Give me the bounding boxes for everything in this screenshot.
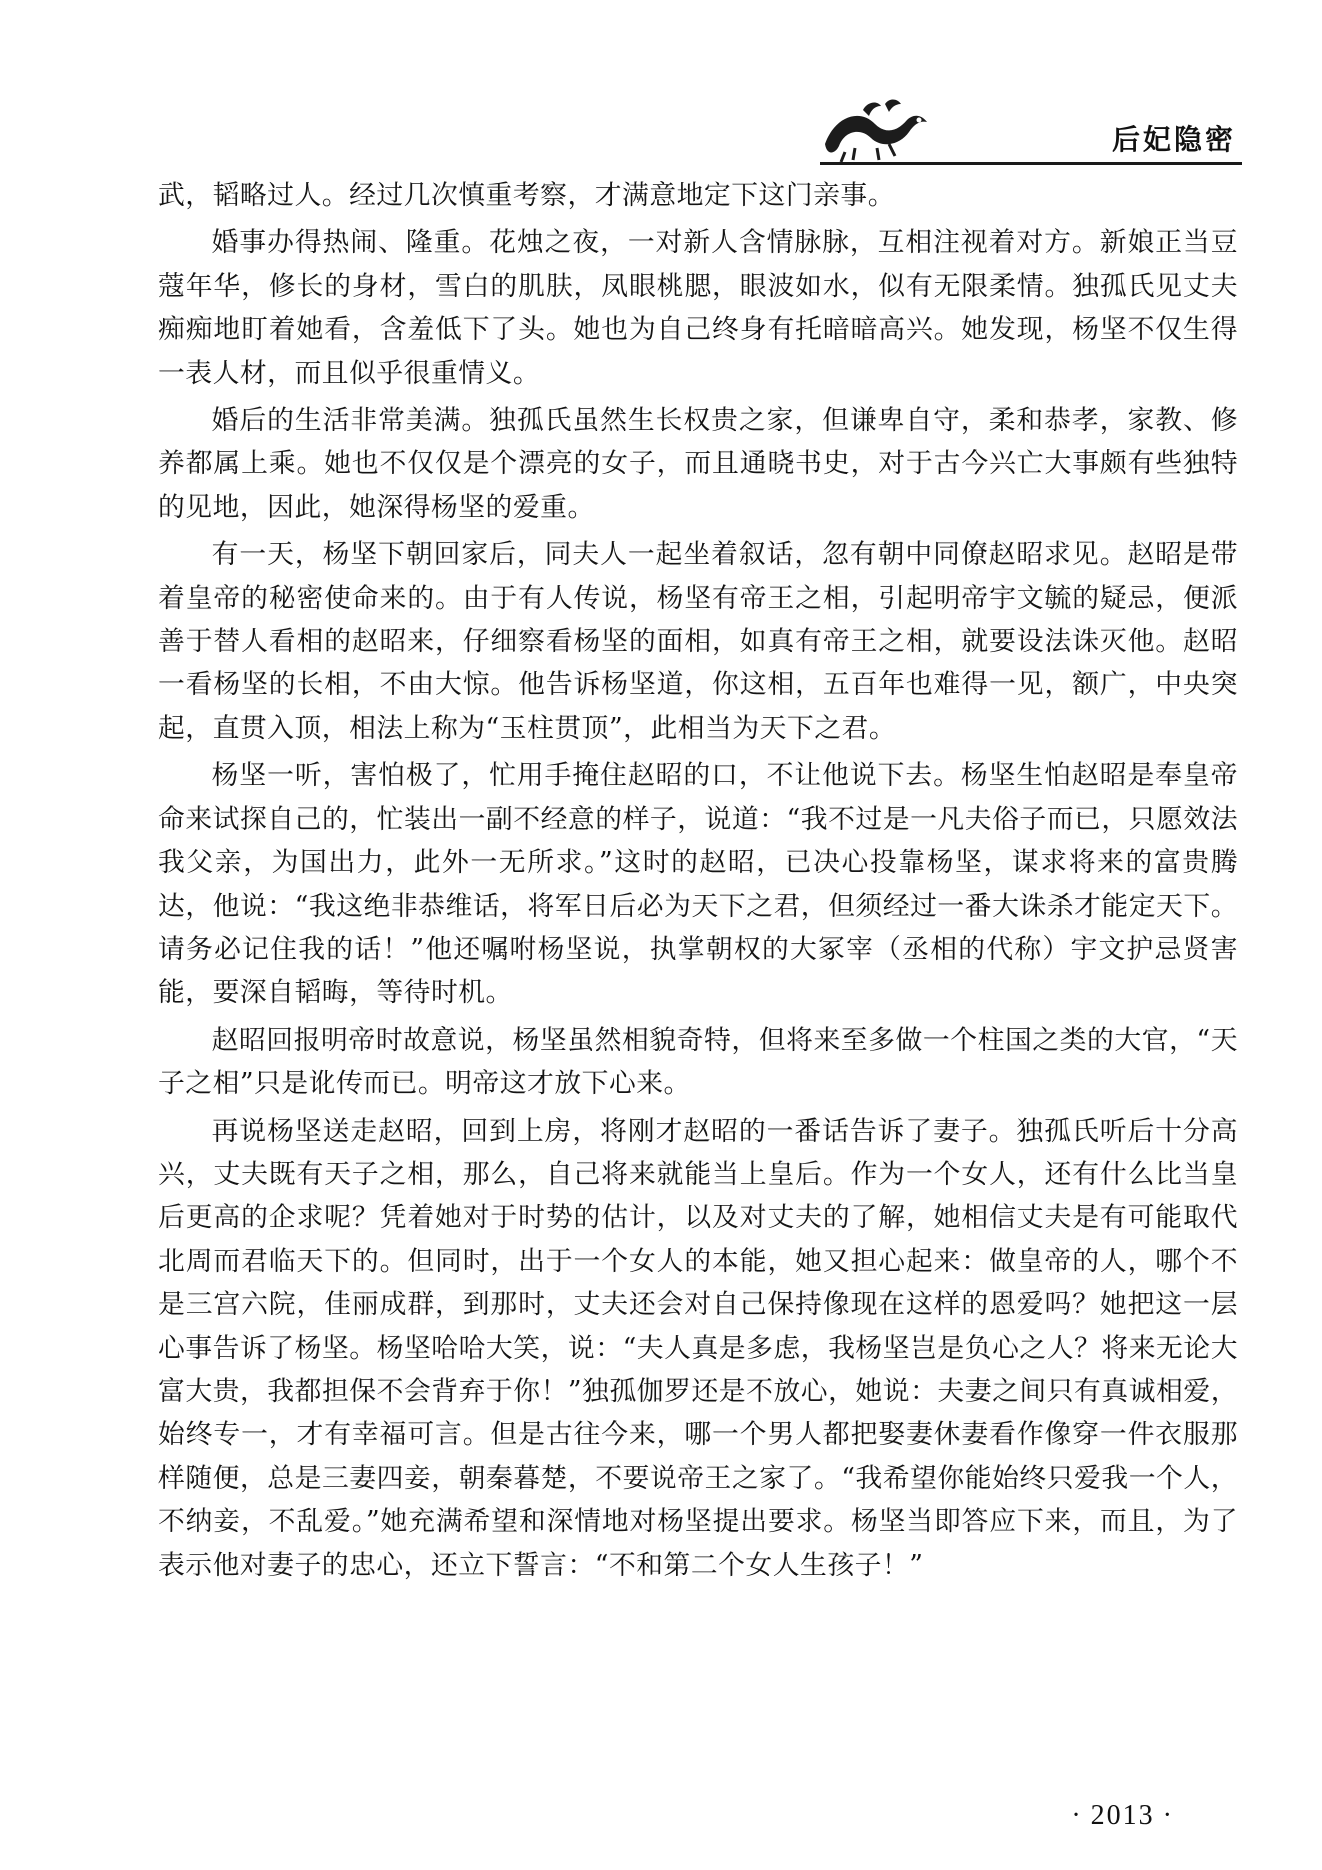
header-divider [820,162,1242,165]
paragraph: 再说杨坚送走赵昭，回到上房，将刚才赵昭的一番话告诉了妻子。独孤氏听后十分高兴，丈夫既有天子之相，那么，自己将来就能当上皇后。作为一个女人，还有什么比当皇后更高的企求呢？凭着她对于时势的估计，以及对丈夫的了解，她相信丈夫是有可能取代北周而君临天下的。但同时，出于一个女人的本能，她又担心起来：做皇帝的人，哪个不是三宫六院，佳丽成群，到那时，丈夫还会对自己保持像现在这样的恩爱吗？她把这一层心事告诉了杨坚。杨坚哈哈大笑，说：“夫人真是多虑，我杨坚岂是负心之人？将来无论大富大贵，我都担保不会背弃于你！”独孤伽罗还是不放心，她说：夫妻之间只有真诚相爱，始终专一，才有幸福可言。但是古往今来，哪一个男人都把娶妻休妻看作像穿一件衣服那样随便，总是三妻四妾，朝秦暮楚，不要说帝王之家了。“我希望你能始终只爱我一个人，不纳妾，不乱爱。”她充满希望和深情地对杨坚提出要求。杨坚当即答应下来，而且，为了表示他对妻子的忠心，还立下誓言：“不和第二个女人生孩子！” [158,1115,1238,1581]
page-header [0,0,1322,170]
paragraph: 杨坚一听，害怕极了，忙用手掩住赵昭的口，不让他说下去。杨坚生怕赵昭是奉皇帝命来试探自己的，忙装出一副不经意的样子，说道：“我不过是一凡夫俗子而已，只愿效法我父亲，为国出力，此外一无所求。”这时的赵昭，已决心投靠杨坚，谋求将来的富贵腾达，他说：“我这绝非恭维话，将军日后必为天下之君，但须经过一番大诛杀才能定天下。请务必记住我的话！”他还嘱咐杨坚说，执掌朝权的大冢宰（丞相的代称）宇文护忌贤害能，要深自韬晦，等待时机。 [158,760,1238,1009]
article-body [158,174,1238,1591]
page-number: 2013 [1090,1800,1155,1831]
dragon-emblem-icon [815,96,935,166]
page-dot-right: · [1162,1800,1174,1831]
page-dot-left: · [1071,1800,1083,1831]
page-footer [1063,1800,1182,1832]
paragraph: 赵昭回报明帝时故意说，杨坚虽然相貌奇特，但将来至多做一个柱国之类的大官，“天子之相”只是讹传而已。明帝这才放下心来。 [158,1024,1238,1100]
paragraph: 有一天，杨坚下朝回家后，同夫人一起坐着叙话，忽有朝中同僚赵昭求见。赵昭是带着皇帝的秘密使命来的。由于有人传说，杨坚有帝王之相，引起明帝宇文毓的疑忌，便派善于替人看相的赵昭来，仔细察看杨坚的面相，如真有帝王之相，就要设法诛灭他。赵昭一看杨坚的长相，不由大惊。他告诉杨坚道，你这相，五百年也难得一见，额广，中央突起，直贯入顶，相法上称为“玉柱贯顶”，此相当为天下之君。 [158,539,1238,744]
paragraph: 婚后的生活非常美满。独孤氏虽然生长权贵之家，但谦卑自守，柔和恭孝，家教、修养都属上乘。她也不仅仅是个漂亮的女子，而且通晓书史，对于古今兴亡大事颇有些独特的见地，因此，她深得杨坚的爱重。 [158,405,1238,523]
paragraph-continued: 武，韬略过人。经过几次慎重考察，才满意地定下这门亲事。 [158,180,896,211]
running-header-title: 后妃隐密 [1111,123,1236,156]
paragraph: 婚事办得热闹、隆重。花烛之夜，一对新人含情脉脉，互相注视着对方。新娘正当豆蔻年华，修长的身材，雪白的肌肤，凤眼桃腮，眼波如水，似有无限柔情。独孤氏见丈夫痴痴地盯着她看，含羞低下了头。她也为自己终身有托暗暗高兴。她发现，杨坚不仅生得一表人材，而且似乎很重情义。 [158,227,1238,389]
